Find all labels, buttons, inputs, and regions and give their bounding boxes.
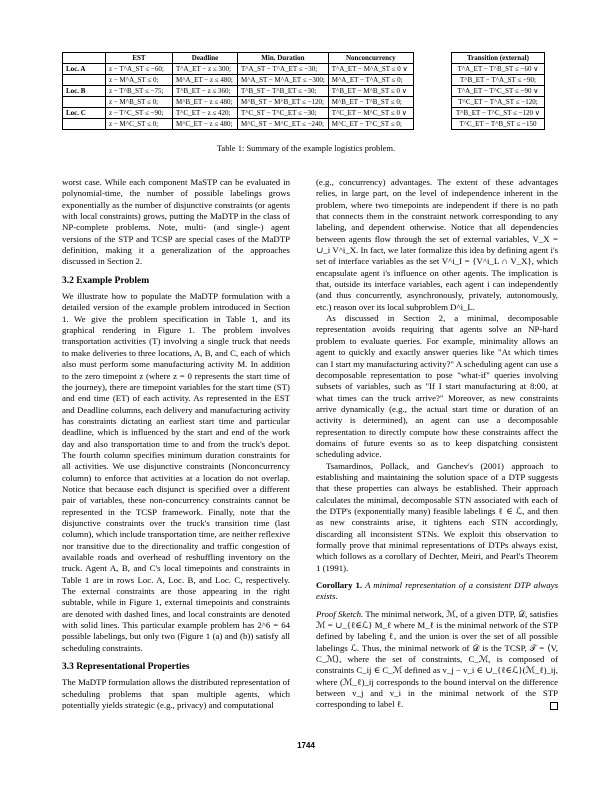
table-header-row bbox=[63, 53, 414, 64]
cell-nonconcurrency: T^C_ET − M^C_ST ≤ 0 ∨ bbox=[328, 108, 413, 119]
corollary-label: Corollary 1. bbox=[316, 580, 363, 591]
table-row bbox=[63, 108, 414, 119]
cell-deadline: T^A_ET − z ≤ 300; bbox=[173, 64, 238, 75]
cell-est: z − M^B_ST ≤ 0; bbox=[106, 97, 173, 108]
right-column bbox=[316, 177, 558, 711]
transition-row bbox=[452, 75, 545, 86]
proof-label: Proof Sketch. bbox=[316, 608, 364, 619]
paragraph: Tsamardinos, Pollack, and Ganchev's (2001) approach to establishing and maintaining the solution space of a DTP suggests that these properties can always be established. Their approach calculates the minimal, decomposable STN associated with each of the DTP's (exponentially many) feasible labelings ℓ ∈ ℒ, and then as new constraints arise, it tightens each STN accordingly, discarding all inconsistent STNs. We exploit this observation to formally prove that minimal representations of DTPs always exist, which follows as a corollary of Dechter, Meiri, and Pearl's Theorem 1 (1991). bbox=[316, 460, 558, 573]
transition-cell: T^A_ET − T^B_ST ≤ −60 ∨ bbox=[452, 64, 545, 75]
cell-nonconcurrency: T^A_ET − M^A_ST ≤ 0 ∨ bbox=[328, 64, 413, 75]
section-heading-representational-properties: 3.3 Representational Properties bbox=[62, 662, 190, 673]
cell-est: z − T^A_ST ≤ −60; bbox=[106, 64, 173, 75]
table-row bbox=[63, 64, 414, 75]
transition-cell: T^C_ET − T^B_ST ≤ −150 bbox=[452, 119, 545, 130]
cell-est: z − M^C_ST ≤ 0; bbox=[106, 119, 173, 130]
paragraph: The MaDTP formulation allows the distributed representation of scheduling problems that span multiple agents, which potentially yields strategic (e.g., privacy) and computational bbox=[62, 677, 290, 711]
cell-duration: M^B_ST − M^B_ET ≤ −120; bbox=[238, 97, 329, 108]
header-est: EST bbox=[106, 53, 173, 64]
transition-cell: T^B_ET − T^C_ST ≤ −120 ∨ bbox=[452, 108, 545, 119]
cell-deadline: T^B_ET − z ≤ 360; bbox=[173, 86, 238, 97]
header-deadline: Deadline bbox=[173, 53, 238, 64]
cell-duration: T^B_ST − T^B_ET ≤ −30; bbox=[238, 86, 329, 97]
cell-nonconcurrency: M^A_ET − T^A_ST ≤ 0; bbox=[328, 75, 413, 86]
cell-duration: T^A_ST − T^A_ET ≤ −30; bbox=[238, 64, 329, 75]
header-duration: Min. Duration bbox=[238, 53, 329, 64]
cell-deadline: M^A_ET − z ≤ 480; bbox=[173, 75, 238, 86]
corollary-text: A minimal representation of a consistent DTP always exists. bbox=[316, 580, 559, 602]
left-column bbox=[62, 177, 290, 711]
cell-est: z − T^C_ST ≤ −90; bbox=[106, 108, 173, 119]
transition-row bbox=[452, 97, 545, 108]
cell-duration: M^C_ST − M^C_ET ≤ −240; bbox=[238, 119, 329, 130]
paragraph: (e.g., concurrency) advantages. The extent of these advantages relies, in large part, on the level of independence inherent in the problem, where two timepoints are independent if there is no path that connects them in the constraint network corresponding to any labeling, and dependent otherwise. Notice that all dependencies between agents flow through the set of external variables, V_X = ∪_i V^i_X. In fact, we later formalize this idea by defining agent i's set of interface variables as the set V^i_I = {V^i_L ∩ V_X}, which encapsulate agent i's influence on other agents. The implication is that, outside its interface variables, each agent i can independently (and thus concurrently, asynchronously, privately, autonomously, etc.) reason over its local subproblem D^i_L. bbox=[316, 177, 558, 312]
section-heading-example-problem: 3.2 Example Problem bbox=[62, 275, 150, 286]
transition-row bbox=[452, 108, 545, 119]
transition-row bbox=[452, 86, 545, 97]
row-location: Loc. A bbox=[63, 64, 106, 75]
header-transition: Transition (external) bbox=[452, 53, 545, 64]
transition-row bbox=[452, 119, 545, 130]
row-location bbox=[63, 97, 106, 108]
header-nonconcurrency: Nonconcurrency bbox=[328, 53, 413, 64]
cell-est: z − M^A_ST ≤ 0; bbox=[106, 75, 173, 86]
cell-deadline: M^B_ET − z ≤ 480; bbox=[173, 97, 238, 108]
proof bbox=[316, 609, 558, 711]
transition-cell: T^A_ET − T^C_ST ≤ −90 ∨ bbox=[452, 86, 545, 97]
proof-text: The minimal network, ℳ, of a given DTP, 𝒟, satisfies ℳ = ∪_{ℓ∈ℒ} M_ℓ where M_ℓ is the minimal network of the STP defined by labeling ℓ, and the union is over the set of all possible labelings ℒ. Thus, the minimal network of 𝒟 is the TCSP, 𝒯 = ⟨V, C_ℳ⟩, where the set of constraints, C_ℳ, is composed of constraints C_ij ∈ C_ℳ defined as v_j − v_i ∈ ∪_{ℓ∈ℒ}(ℳ_ℓ)_ij, where (ℳ_ℓ)_ij corresponds to the bound interval on the difference between v_j and v_i in the minimal network of the STP corresponding to label ℓ. bbox=[316, 608, 558, 710]
transition-table bbox=[451, 52, 545, 130]
page-number: 1744 bbox=[297, 741, 315, 750]
table-row bbox=[63, 119, 414, 130]
cell-deadline: T^C_ET − z ≤ 420; bbox=[173, 108, 238, 119]
row-location: Loc. C bbox=[63, 108, 106, 119]
cell-duration: T^C_ST − T^C_ET ≤ −30; bbox=[238, 108, 329, 119]
cell-deadline: M^C_ET − z ≤ 480; bbox=[173, 119, 238, 130]
qed-square-icon bbox=[550, 702, 558, 710]
paragraph: worst case. While each component MaSTP can be evaluated in polynomial-time, the number of possible labelings grows exponentially as the number of disjunctive constraints (or agents with local constraints) grows, putting the MaDTP in the class of NP-complete problems. Note, multi- (and single-) agent versions of the STP and TCSP are special cases of the MaDTP definition, making it a generalization of the approaches discussed in Section 2. bbox=[62, 177, 290, 267]
cell-nonconcurrency: M^C_ET − T^C_ST ≤ 0; bbox=[328, 119, 413, 130]
header-empty bbox=[63, 53, 106, 64]
summary-table bbox=[62, 52, 414, 130]
table-row bbox=[63, 75, 414, 86]
cell-est: z − T^B_ST ≤ −75; bbox=[106, 86, 173, 97]
paragraph: As discussed in Section 2, a minimal, decomposable representation avoids requiring that agents solve an NP-hard problem to evaluate queries. For example, minimality allows an agent to quickly and exactly answer queries like "At which times can I start my manufacturing activity?" A scheduling agent can use a decomposable representation to pose "what-if" queries involving subsets of variables, such as "If I start manufacturing at 8:00, at what times can the truck arrive?" Moreover, as new constraints arrive dynamically (e.g., the actual start time or duration of an activity is determined), an agent can use a decomposable representation to directly compute how these constraints affect the domains of future events so as to keep dispatching consistent scheduling advice. bbox=[316, 313, 558, 460]
cell-nonconcurrency: M^B_ET − T^B_ST ≤ 0; bbox=[328, 97, 413, 108]
transition-header-row bbox=[452, 53, 545, 64]
table-row bbox=[63, 86, 414, 97]
transition-cell: T^C_ET − T^A_ST ≤ −120; bbox=[452, 97, 545, 108]
row-location bbox=[63, 119, 106, 130]
paragraph: We illustrate how to populate the MaDTP formulation with a detailed version of the example problem introduced in Section 1. We give the problem specification in Table 1, and its graphical rendering in Figure 1. The problem involves transportation activities (T) involving a single truck that needs to make deliveries to three locations, A, B, and C, each of which also must perform some manufacturing activity M. In addition to the zero timepoint z (where z = 0 represents the start time of the journey), there are timepoint variables for the start time (ST) and end time (ET) of each activity. As represented in the EST and Deadline columns, each delivery and manufacturing activity has constraints dictating an earliest start time and particular deadline, which is influenced by the start and end of the work day and also transportation time to and from the truck's depot. The fourth column specifies minimum duration constraints for all activities. We use disjunctive constraints (Nonconcurrency column) to enforce that activities at a location do not overlap. Notice that because each disjunct is specified over a different pair of variables, these non-concurrency constraints cannot be represented in the TCSP framework. Finally, note that the disjunctive constraints over the truck's transition time (last column), which include transportation time, are neither reflexive nor transitive due to the directionality and traffic congestion of available roads and overhead of reshuffling inventory on the truck. Agent A, B, and C's local timepoints and constraints in Table 1 are in rows Loc. A, Loc. B, and Loc. C, respectively. The external constraints are those appearing in the right subtable, while in Figure 1, external timepoints and constraints are denoted with dashed lines, and local constraints are denoted with solid lines. This particular example problem has 2^6 = 64 possible labelings, but only two (Figure 1 (a) and (b)) satisfy all scheduling constraints. bbox=[62, 291, 290, 653]
table-caption: Table 1: Summary of the example logistics problem. bbox=[216, 143, 396, 153]
row-location: Loc. B bbox=[63, 86, 106, 97]
transition-cell: T^B_ET − T^A_ST ≤ −90; bbox=[452, 75, 545, 86]
row-location bbox=[63, 75, 106, 86]
transition-row bbox=[452, 64, 545, 75]
table-row bbox=[63, 97, 414, 108]
cell-duration: M^A_ST − M^A_ET ≤ −300; bbox=[238, 75, 329, 86]
cell-nonconcurrency: T^B_ET − M^B_ST ≤ 0 ∨ bbox=[328, 86, 413, 97]
corollary bbox=[316, 580, 558, 603]
